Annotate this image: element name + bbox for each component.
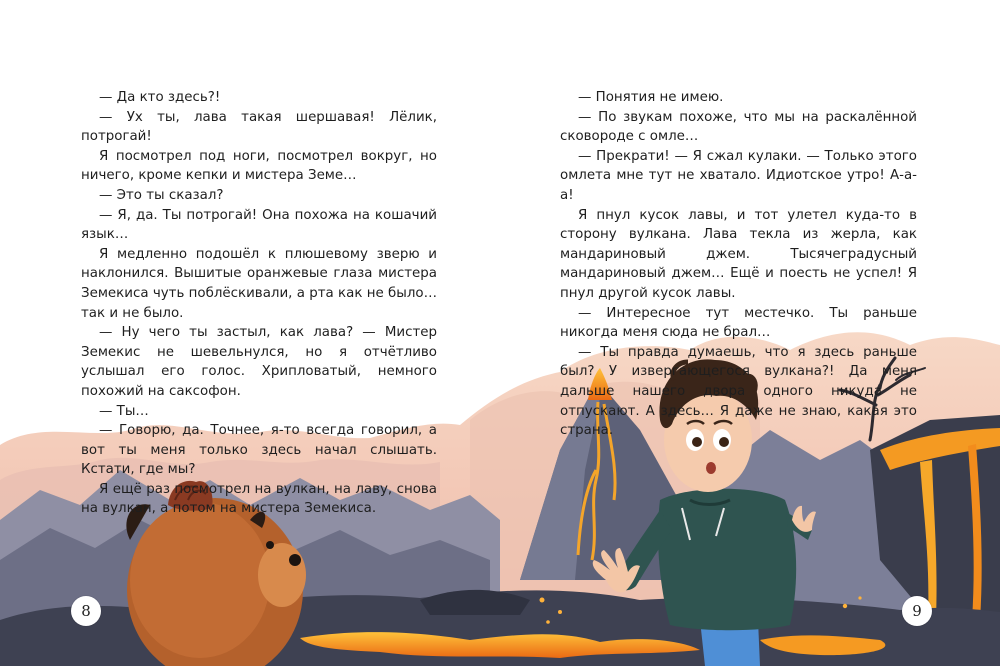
paragraph: — Я, да. Ты потрогай! Она похожа на кошачий язык… [81, 207, 437, 243]
paragraph: Я медленно подошёл к плюшевому зверю и наклонился. Вышитые оранжевые глаза мистера Земекиса чуть поблёскивали, а рта как не было… так и не было. [81, 246, 437, 321]
paragraph: — Это ты сказал? [99, 187, 224, 203]
paragraph: — Да кто здесь?! [99, 90, 221, 105]
boy-hoodie [658, 489, 796, 631]
paragraph: — Ты правда думаешь, что я здесь раньше был? У извергающегося вулкана?! Да меня дальше нашего двора одного никуда не отпускают. А здесь… Я даже не знаю, какая это страна. [560, 344, 917, 439]
right-page-text [560, 88, 917, 441]
paragraph: — Ну чего ты застыл, как лава? — Мистер Земекис не шевельнулся, но я отчётливо услышал его голос. Хрипловатый, немного похожий на саксофон. [81, 325, 437, 399]
paragraph: — Интересное тут местечко. Ты раньше никогда меня сюда не брал… [560, 305, 917, 341]
paragraph: — Говорю, да. Точнее, я-то всегда говорил, а вот ты меня только здесь начал слышать. Кстати, где мы? [81, 423, 437, 478]
paragraph: — По звукам похоже, что мы на раскалённой сковороде с омле… [560, 109, 917, 145]
paragraph: Я посмотрел под ноги, посмотрел вокруг, но ничего, кроме кепки и мистера Земе… [81, 148, 437, 184]
page-number-right: 9 [902, 596, 932, 626]
paragraph: — Ты… [99, 403, 149, 419]
page-number-left: 8 [71, 596, 101, 626]
paragraph: Я ещё раз посмотрел на вулкан, на лаву, снова на вулкан, а потом на мистера Земекиса. [81, 481, 437, 517]
paragraph: — Прекрати! — Я сжал кулаки. — Только этого омлета мне тут не хватало. Идиотское утро! А-а-а! [560, 148, 917, 203]
paragraph: — Ух ты, лава такая шершавая! Лёлик, потрогай! [81, 109, 437, 145]
paragraph: Я пнул кусок лавы, и тот улетел куда-то в сторону вулкана. Лава текла из жерла, как мандариновый джем. Тысячеградусный мандариновый джем… Ещё и поесть не успел! Я пнул другой кусок лавы. [560, 207, 917, 301]
paragraph: — Понятия не имею. [578, 90, 724, 105]
left-page-text [81, 88, 437, 519]
